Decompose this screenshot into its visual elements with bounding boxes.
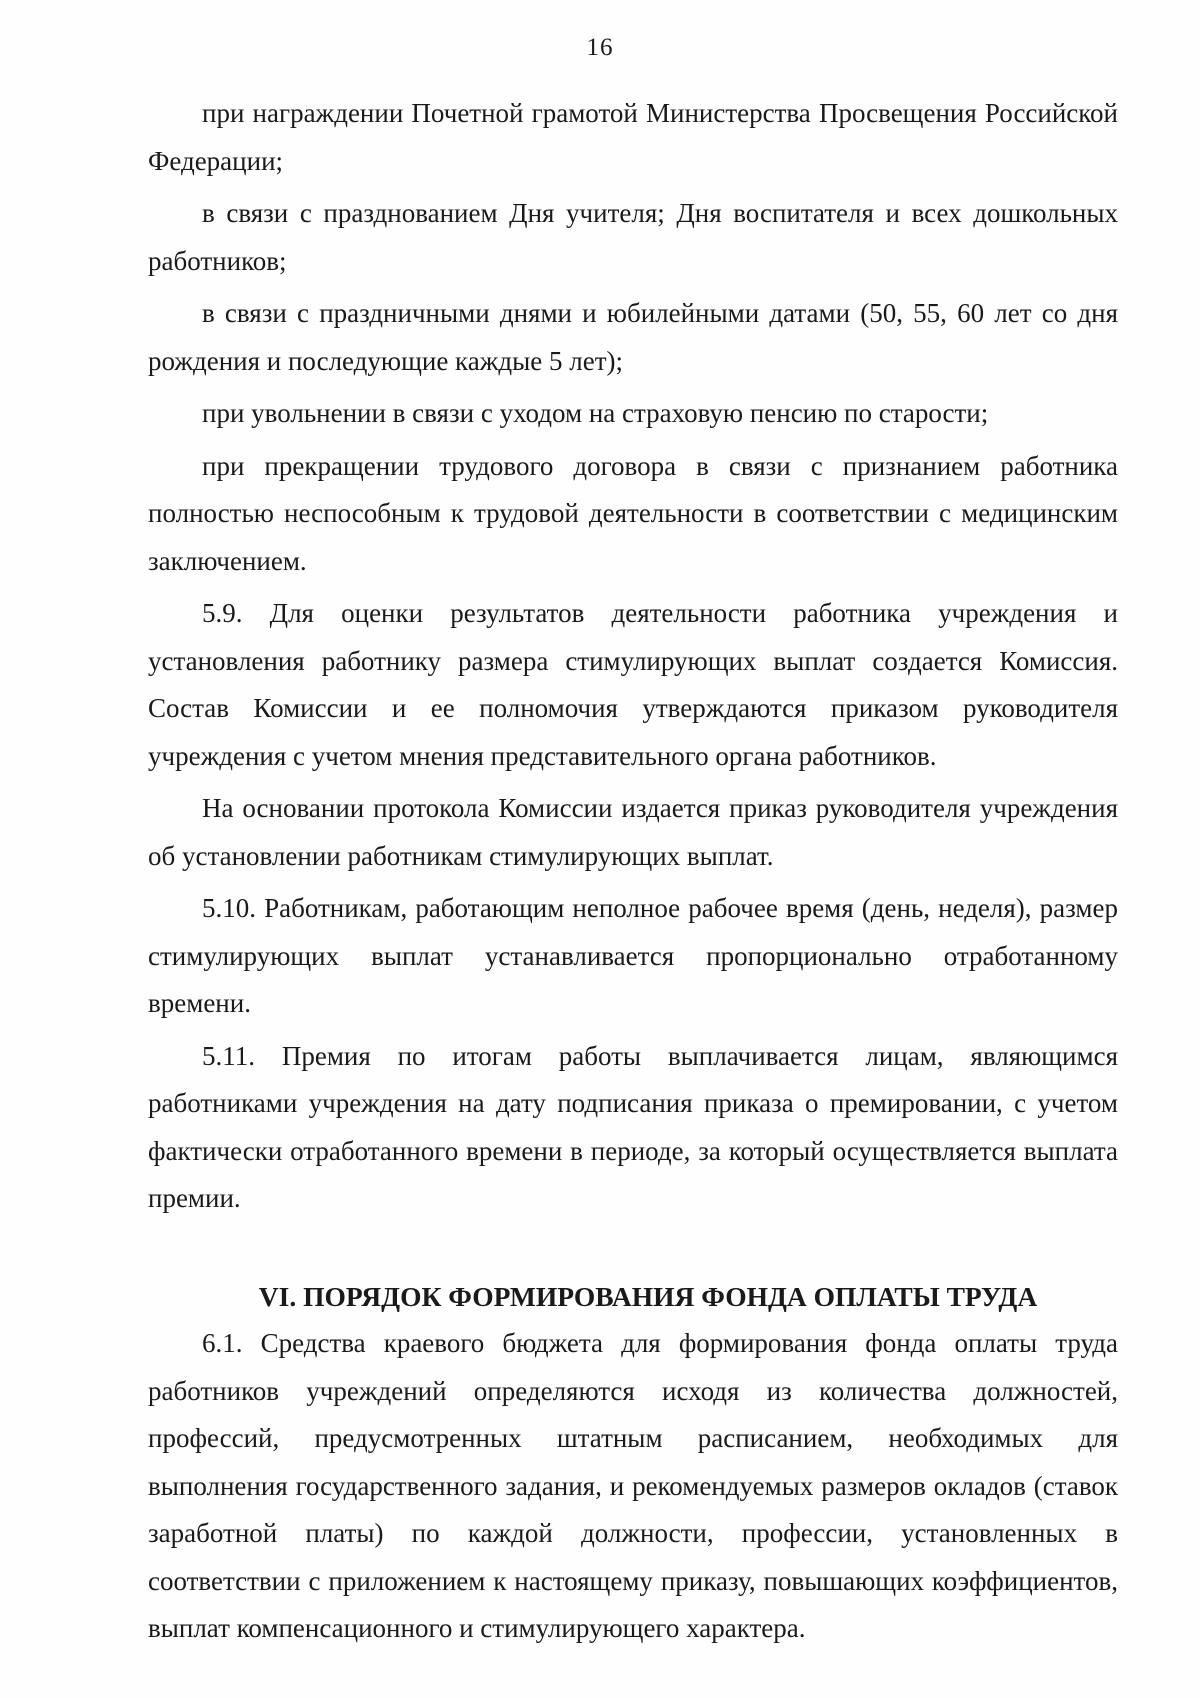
paragraph: На основании протокола Комиссии издается приказ руководителя учреждения об установлении работникам стимулирующих выплат. [148,793,1118,871]
paragraph: при увольнении в связи с уходом на страховую пенсию по старости; [202,398,989,428]
paragraph: при прекращении трудового договора в связи с признанием работника полностью неспособным к трудовой деятельности в соответствии с медицинским заключением. [148,450,1118,576]
paragraph: при награждении Почетной грамотой Министерства Просвещения Российской Федерации; [148,98,1118,176]
paragraph: в связи с празднованием Дня учителя; Дня воспитателя и всех дошкольных работников; [148,198,1118,276]
paragraph-6-1: 6.1. Средства краевого бюджета для формирования фонда оплаты труда работников учреждений определяются исходя из количества должностей, профессий, предусмотренных штатным расписанием, необходимых для выполнения государственного задания, и рекомендуемых размеров окладов (ставок заработной платы) по каждой должности, профессии, установленных в соответствии с приложением к настоящему приказу, повышающих коэффициентов, выплат компенсационного и стимулирующего характера. [148,1328,1118,1643]
paragraph-5-10: 5.10. Работникам, работающим неполное рабочее время (день, неделя), размер стимулирующих выплат устанавливается пропорционально отработанному времени. [148,893,1118,1018]
paragraph-5-9: 5.9. Для оценки результатов деятельности работника учреждения и установления работнику размера стимулирующих выплат создается Комиссия. Состав Комиссии и ее полномочия утверждаются приказом руководителя учреждения с учетом мнения представительного органа работников. [148,598,1118,771]
page-number: 16 [586,34,614,61]
paragraph-5-11: 5.11. Премия по итогам работы выплачивается лицам, являющимся работниками учреждения на дату подписания приказа о премировании, с учетом фактически отработанного времени в периоде, за который осуществляется выплата премии. [148,1040,1118,1213]
document-body [148,90,1118,1658]
section-heading: VI. ПОРЯДОК ФОРМИРОВАНИЯ ФОНДА ОПЛАТЫ ТРУДА [258,1280,1038,1312]
paragraph: в связи с праздничными днями и юбилейными датами (50, 55, 60 лет со дня рождения и последующие каждые 5 лет); [148,298,1118,376]
